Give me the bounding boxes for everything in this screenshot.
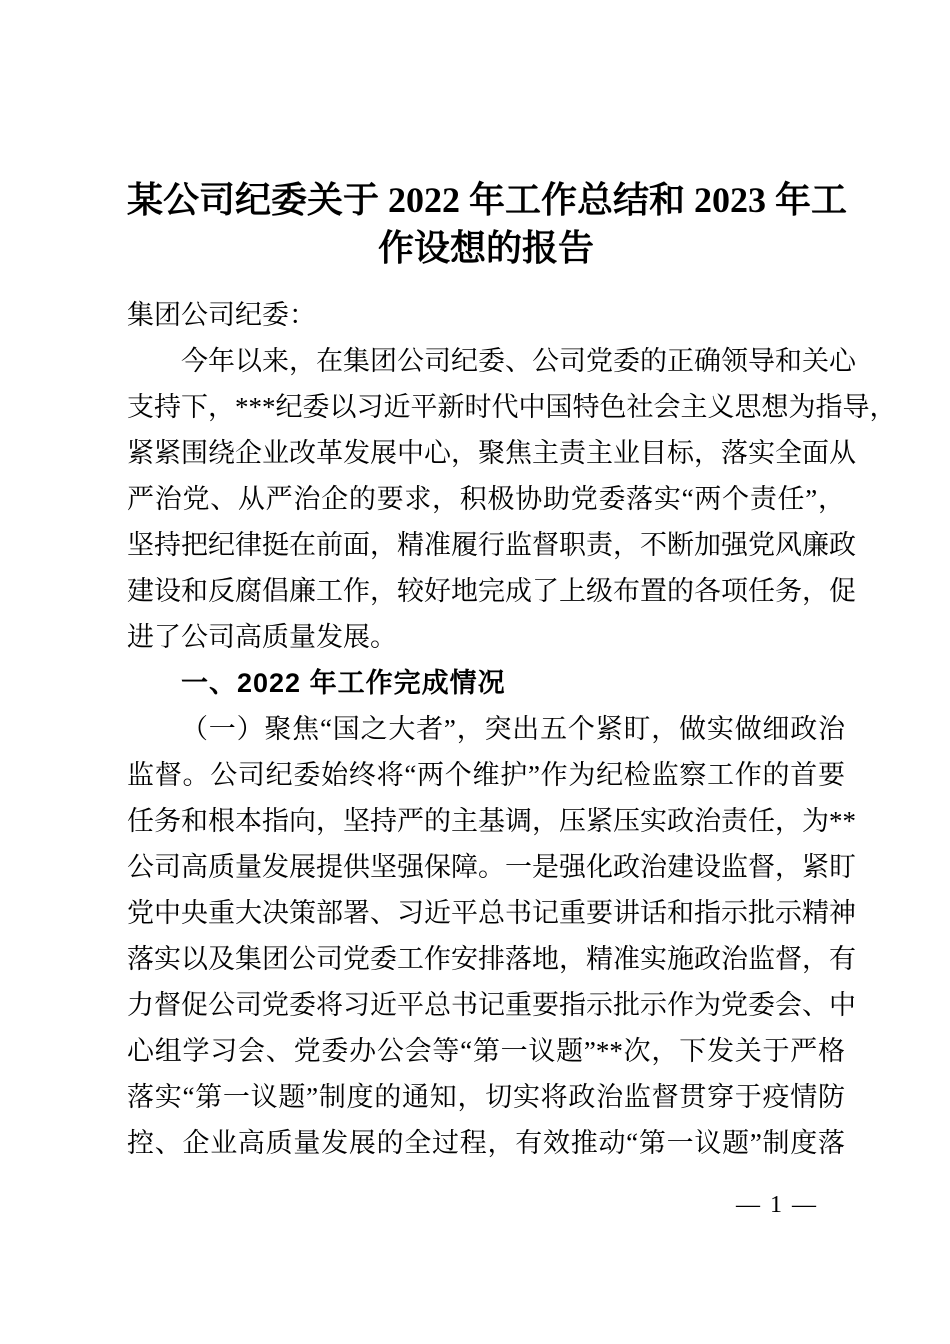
- body-line: 落实以及集团公司党委工作安排落地，精准实施政治监督，有: [127, 944, 856, 974]
- body-line: 严治党、从严治企的要求，积极协助党委落实“两个责任”，: [127, 484, 845, 514]
- salutation: 集团公司纪委：: [127, 300, 316, 330]
- body-lines: [127, 338, 897, 1166]
- body-line: 监督。公司纪委始终将“两个维护”作为纪检监察工作的首要: [127, 760, 845, 790]
- body-line: 紧紧围绕企业改革发展中心，聚焦主责主业目标，落实全面从: [127, 438, 856, 468]
- body-line: 党中央重大决策部署、习近平总书记重要讲话和指示批示精神: [127, 898, 856, 928]
- body-line: （一）聚焦“国之大者”，突出五个紧盯，做实做细政治: [181, 714, 845, 744]
- body-line: 建设和反腐倡廉工作，较好地完成了上级布置的各项任务，促: [127, 576, 856, 606]
- body-line: 任务和根本指向，坚持严的主基调，压紧压实政治责任，为**: [127, 806, 856, 836]
- body-line: 支持下，***纪委以习近平新时代中国特色社会主义思想为指导，: [127, 392, 897, 422]
- document-body: [127, 292, 897, 1166]
- body-line: 今年以来，在集团公司纪委、公司党委的正确领导和关心: [181, 346, 856, 376]
- body-line: 进了公司高质量发展。: [127, 622, 397, 652]
- body-line: 落实“第一议题”制度的通知，切实将政治监督贯穿于疫情防: [127, 1082, 845, 1112]
- document-title-line: 某公司纪委关于 2022 年工作总结和 2023 年工: [127, 180, 848, 220]
- document-title: [127, 176, 848, 272]
- page-number: — 1 —: [736, 1192, 818, 1218]
- body-line: 控、企业高质量发展的全过程，有效推动“第一议题”制度落: [127, 1128, 845, 1158]
- body-line: 一、2022 年工作完成情况: [181, 668, 506, 698]
- body-line: 公司高质量发展提供坚强保障。一是强化政治建设监督，紧盯: [127, 852, 856, 882]
- body-line: 心组学习会、党委办公会等“第一议题”**次，下发关于严格: [127, 1036, 845, 1066]
- document-title-line: 作设想的报告: [377, 228, 594, 268]
- body-line: 坚持把纪律挺在前面，精准履行监督职责，不断加强党风廉政: [127, 530, 856, 560]
- body-line: 力督促公司党委将习近平总书记重要指示批示作为党委会、中: [127, 990, 856, 1020]
